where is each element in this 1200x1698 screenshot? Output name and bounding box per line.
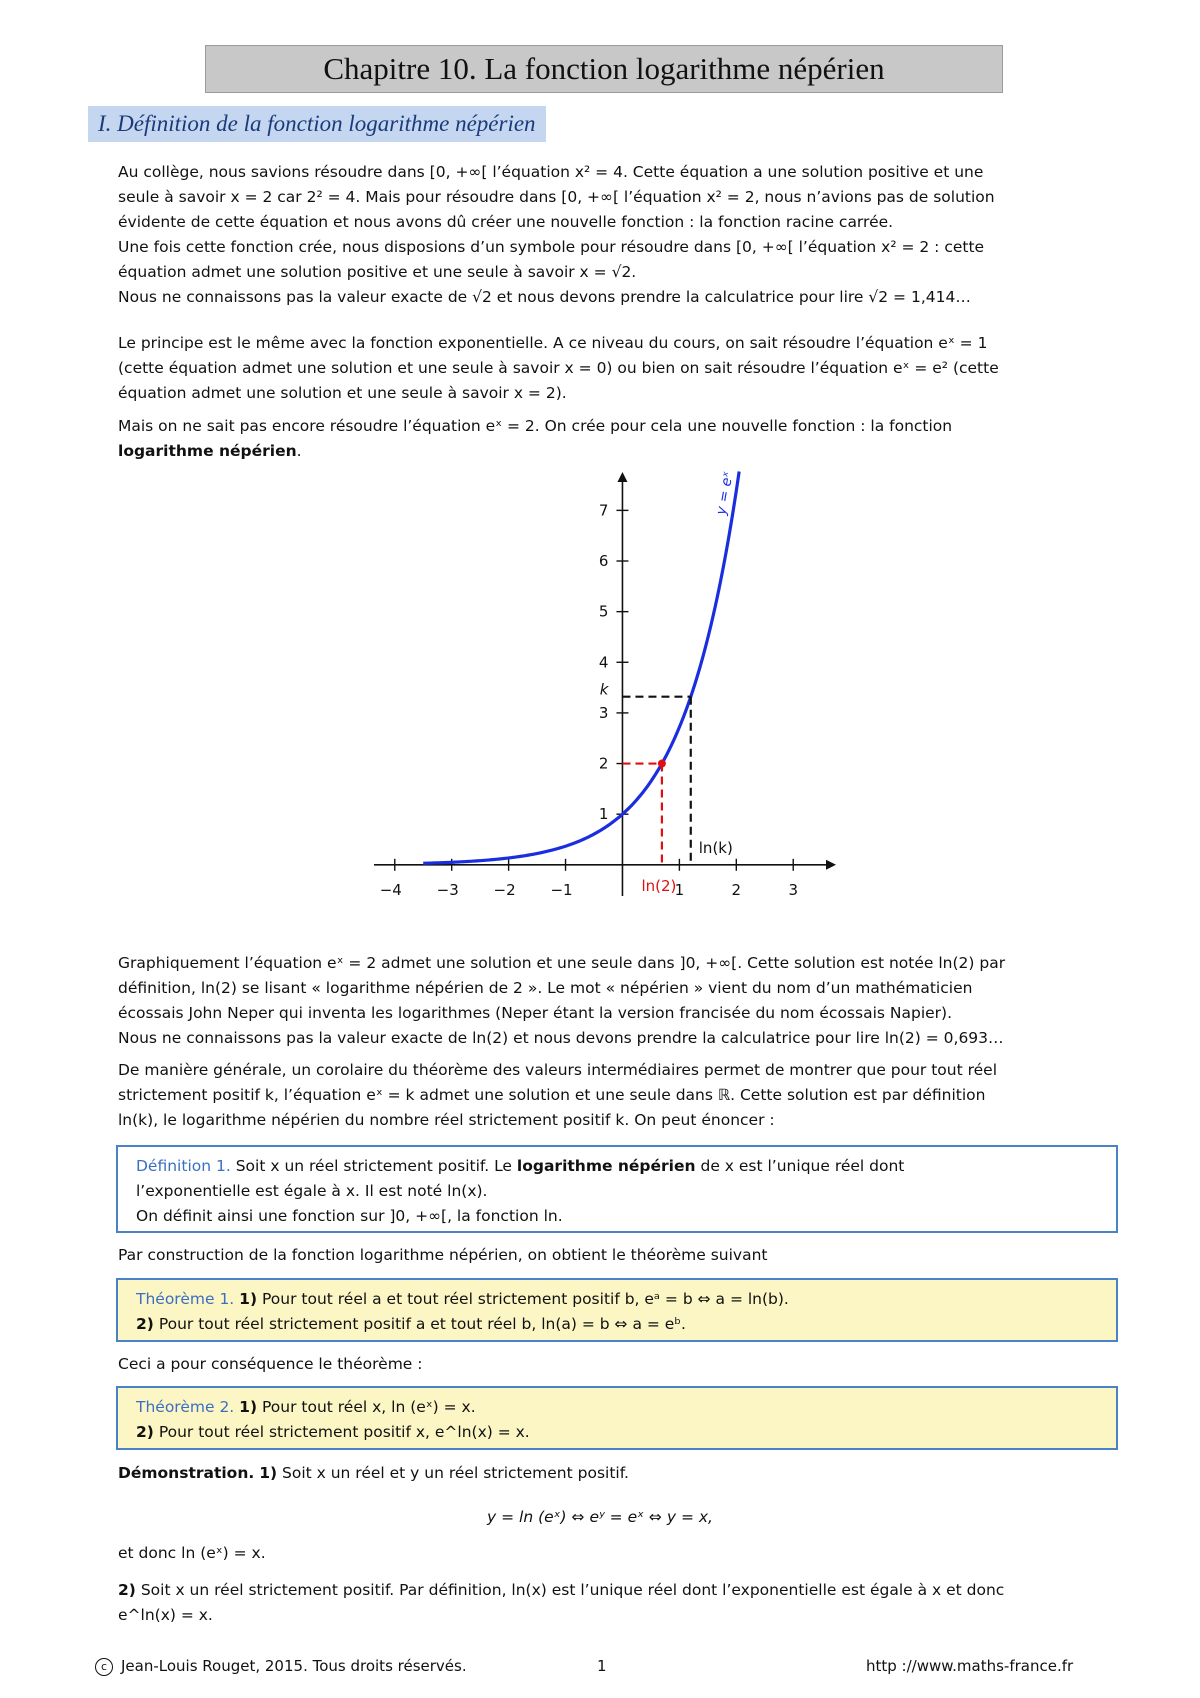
intro-paragraph-3: [118, 414, 1118, 464]
text-line: Par construction de la fonction logarithme népérien, on obtient le théorème suivant: [118, 1246, 768, 1264]
theorem-text: Pour tout réel x, ln (eˣ) = x.: [261, 1398, 476, 1416]
item-number: 1): [259, 1464, 278, 1482]
text-line: écossais John Neper qui inventa les logarithmes (Neper étant la version francisée du nom écossais Napier).: [118, 1004, 953, 1022]
definition-title: Définition 1.: [136, 1157, 231, 1175]
item-number: 1): [239, 1290, 258, 1308]
text-line: Graphiquement l’équation eˣ = 2 admet une solution et une seule dans ]0, +∞[. Cette solution est notée ln(2) par: [118, 954, 1006, 972]
proof-part-2: [118, 1578, 1118, 1628]
intro-paragraph-2: [118, 331, 1118, 406]
text-line: strictement positif k, l’équation eˣ = k admet une solution et une seule dans ℝ. Cette solution est par définition: [118, 1086, 986, 1104]
text-line: Nous ne connaissons pas la valeur exacte de ln(2) et nous devons prendre la calculatrice pour lire ln(2) = 0,693…: [118, 1029, 1004, 1047]
text-line: [118, 439, 1118, 464]
bold-term: logarithme népérien: [118, 442, 297, 460]
footer-copyright: [95, 1657, 467, 1676]
x-axis-arrow: [826, 860, 836, 870]
proof-title: Démonstration.: [118, 1464, 255, 1482]
proof-text: Soit x un réel et y un réel strictement positif.: [282, 1464, 629, 1482]
black-point-y-label: k: [599, 680, 609, 699]
item-number: 2): [136, 1315, 154, 1333]
transition-text-1: [118, 1243, 1118, 1268]
text-line: l’exponentielle est égale à x. Il est noté ln(x).: [136, 1182, 488, 1200]
theorem-2-title: Théorème 2.: [136, 1398, 235, 1416]
y-tick-label: 4: [598, 653, 609, 672]
item-number: 2): [136, 1423, 154, 1441]
footer-page-number: 1: [597, 1657, 607, 1675]
y-tick-label: 6: [598, 552, 609, 571]
y-tick-label: 7: [598, 501, 609, 520]
x-tick-label: 2: [731, 880, 742, 899]
after-chart-paragraph-2: [118, 1058, 1118, 1133]
proof-intro: [118, 1461, 1118, 1486]
text-line: Une fois cette fonction crée, nous disposions d’un symbole pour résoudre dans [0, +∞[ l’équation x² = 2 : cette: [118, 238, 985, 256]
text-line: Le principe est le même avec la fonction exponentielle. A ce niveau du cours, on sait résoudre l’équation eˣ = 1: [118, 334, 988, 352]
definition-text: de x est l’unique réel dont: [700, 1157, 905, 1175]
chapter-title: Chapitre 10. La fonction logarithme népérien: [205, 45, 1003, 93]
x-tick-label: −3: [436, 880, 459, 899]
text-line: définition, ln(2) se lisant « logarithme népérien de 2 ». Le mot « népérien » vient du nom d’un mathématicien: [118, 979, 973, 997]
text-line: e^ln(x) = x.: [118, 1606, 213, 1624]
exp-chart: [360, 470, 840, 940]
text-line: Nous ne connaissons pas la valeur exacte de √2 et nous devons prendre la calculatrice pour lire √2 = 1,414…: [118, 288, 971, 306]
text-line: (cette équation admet une solution et une seule à savoir x = 0) ou bien on sait résoudre l’équation eˣ = e² (cette: [118, 359, 999, 377]
y-tick-label: 3: [598, 703, 609, 722]
theorem-1-box: [116, 1278, 1118, 1342]
text-line: De manière générale, un corolaire du théorème des valeurs intermédiaires permet de montrer que pour tout réel: [118, 1061, 998, 1079]
theorem-2-box: [116, 1386, 1118, 1450]
proof-conclusion: [118, 1541, 1118, 1566]
x-tick-label: −2: [493, 880, 516, 899]
theorem-text: Pour tout réel strictement positif x, e^ln(x) = x.: [158, 1423, 530, 1441]
text-line: [136, 1395, 1098, 1420]
x-tick-label: 3: [788, 880, 799, 899]
text-line: Ceci a pour conséquence le théorème :: [118, 1355, 423, 1373]
text-line: seule à savoir x = 2 car 2² = 4. Mais pour résoudre dans [0, +∞[ l’équation x² = 2, nous n’avions pas de solution: [118, 188, 995, 206]
definition-text: Soit x un réel strictement positif. Le: [235, 1157, 512, 1175]
proof-text: Soit x un réel strictement positif. Par définition, ln(x) est l’unique réel dont l’exponentielle est égale à x et donc: [140, 1581, 1005, 1599]
theorem-text: Pour tout réel a et tout réel strictement positif b, eᵃ = b ⇔ a = ln(b).: [261, 1290, 789, 1308]
x-tick-label: 1: [674, 880, 685, 899]
intro-paragraph-1: [118, 160, 1118, 310]
text-line: Au collège, nous savions résoudre dans [0, +∞[ l’équation x² = 4. Cette équation a une solution positive et une: [118, 163, 984, 181]
text-line: ln(k), le logarithme népérien du nombre réel strictement positif k. On peut énoncer :: [118, 1111, 775, 1129]
section-title: I. Définition de la fonction logarithme népérien: [88, 106, 546, 142]
text-line: [118, 1461, 1118, 1486]
x-tick-label: −4: [379, 880, 402, 899]
text-line: Mais on ne sait pas encore résoudre l’équation eˣ = 2. On crée pour cela une nouvelle fonction : la fonction: [118, 417, 953, 435]
y-tick-label: 2: [598, 754, 609, 773]
y-tick-label: 1: [598, 805, 609, 824]
text-line: équation admet une solution et une seule à savoir x = 2).: [118, 384, 567, 402]
red-point-label: ln(2): [641, 876, 677, 895]
black-point-x-label: ln(k): [698, 838, 733, 857]
bold-term: logarithme népérien: [516, 1157, 696, 1175]
y-tick-label: 5: [598, 602, 609, 621]
text-line: [136, 1154, 1098, 1179]
exp-chart-svg: [360, 470, 840, 940]
definition-box: [116, 1145, 1118, 1233]
curve-label: y = eˣ: [713, 470, 737, 517]
text-line: évidente de cette équation et nous avons dû créer une nouvelle fonction : la fonction racine carrée.: [118, 213, 894, 231]
after-chart-paragraph-1: [118, 951, 1118, 1051]
x-tick-label: −1: [550, 880, 573, 899]
text-line: et donc ln (eˣ) = x.: [118, 1544, 266, 1562]
footer-author: Jean-Louis Rouget, 2015. Tous droits réservés.: [121, 1657, 467, 1675]
item-number: 1): [239, 1398, 258, 1416]
text-line: équation admet une solution positive et une seule à savoir x = √2.: [118, 263, 637, 281]
red-point: [658, 760, 666, 768]
proof-equation: y = ln (eˣ) ⇔ eʸ = eˣ ⇔ y = x,: [487, 1508, 713, 1526]
text-line: On définit ainsi une fonction sur ]0, +∞[, la fonction ln.: [136, 1207, 563, 1225]
text-line: [136, 1287, 1098, 1312]
theorem-text: Pour tout réel strictement positif a et tout réel b, ln(a) = b ⇔ a = eᵇ.: [158, 1315, 686, 1333]
item-number: 2): [118, 1581, 136, 1599]
transition-text-2: [118, 1352, 1118, 1377]
copyright-icon: c: [95, 1658, 113, 1676]
text-line: [136, 1312, 1098, 1337]
punctuation: .: [296, 442, 302, 460]
footer-url[interactable]: http ://www.maths-france.fr: [866, 1657, 1074, 1675]
y-axis-arrow: [617, 472, 627, 482]
text-line: [118, 1578, 1118, 1603]
theorem-1-title: Théorème 1.: [136, 1290, 235, 1308]
text-line: [136, 1420, 1098, 1445]
